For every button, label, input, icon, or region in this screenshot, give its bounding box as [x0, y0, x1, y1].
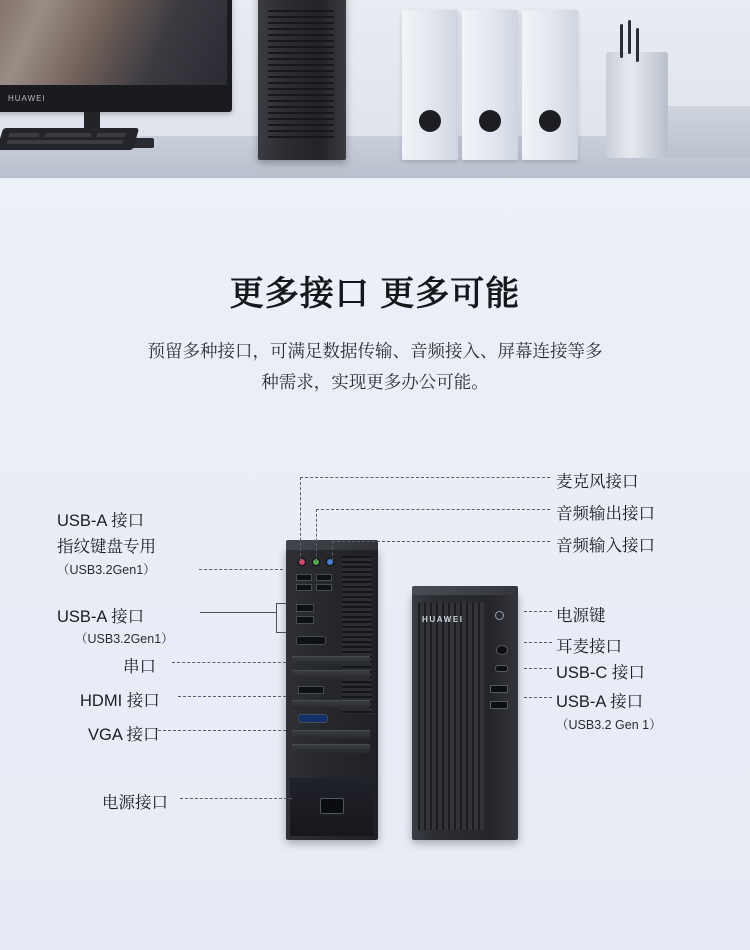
leader-usb-a-front: [524, 697, 552, 698]
desktop-front-panel: [412, 593, 518, 840]
tower-photo: [258, 0, 346, 160]
hdmi-port: [298, 686, 324, 694]
headset-jack-icon: [496, 645, 508, 655]
leader-audio-out-riser: [316, 509, 317, 561]
serial-port: [296, 636, 326, 645]
label-usb-a: USB-A 接口: [57, 608, 145, 626]
leader-power-button: [524, 611, 552, 612]
label-vga-port: VGA 接口: [88, 726, 160, 744]
front-texture: [418, 603, 484, 830]
binder-3: [522, 10, 578, 160]
label-audio-out: 音频输出接口: [556, 505, 655, 523]
power-socket: [320, 798, 344, 814]
label-usb-a-note: （USB3.2Gen1）: [75, 632, 174, 646]
leader-usb-c: [524, 668, 552, 669]
leader-microphone-riser: [300, 477, 301, 561]
page-title: 更多接口 更多可能: [229, 275, 521, 313]
label-usb-a-fingerprint-sub: 指纹键盘专用: [57, 538, 156, 556]
usb-a-front-port-1: [490, 685, 508, 693]
label-audio-in: 音频输入接口: [556, 537, 655, 555]
subtitle-line-2: 种需求，实现更多办公可能。: [261, 372, 489, 392]
expansion-slot-2: [292, 670, 370, 679]
label-headset-jack: 耳麦接口: [556, 638, 622, 656]
leader-audio-in: [332, 541, 550, 542]
desktop-rear-panel: [286, 548, 378, 840]
leader-usb-a: [200, 612, 276, 613]
power-supply-unit: [290, 778, 374, 836]
usb-a-front-port-2: [490, 701, 508, 709]
binder-2: [462, 10, 518, 160]
desk-tray: [668, 92, 750, 158]
monitor-screen: [0, 0, 227, 85]
brand-logo: HUAWEI: [422, 615, 464, 624]
binder-1: [402, 10, 458, 160]
rear-vent-grille: [342, 556, 372, 714]
hero-photo: [0, 0, 750, 178]
leader-hdmi: [178, 696, 286, 697]
label-power-button: 电源键: [556, 607, 606, 625]
leader-vga: [158, 730, 286, 731]
leader-serial: [172, 662, 286, 663]
expansion-slot-3: [292, 700, 370, 709]
usb-port-extra: [316, 584, 332, 591]
usb-a-port-1: [296, 604, 314, 612]
expansion-slot-1: [292, 656, 370, 665]
pen-holder: [606, 52, 668, 158]
usb-a-port-2: [296, 616, 314, 624]
bracket-usb-a: [276, 603, 286, 633]
port-diagram: [0, 455, 750, 875]
leader-audio-out: [316, 509, 550, 510]
leader-usb-a-fingerprint: [199, 569, 283, 570]
leader-microphone: [300, 477, 550, 478]
usb-a-fingerprint-port-1: [296, 574, 312, 581]
usb-a-fingerprint-port-2: [296, 584, 312, 591]
label-power-connector: 电源接口: [102, 794, 168, 812]
lan-port: [316, 574, 332, 581]
label-usb-a-fingerprint-note: （USB3.2Gen1）: [57, 563, 156, 577]
leader-headset: [524, 642, 552, 643]
leader-audio-in-riser: [332, 541, 333, 561]
label-usb-a-fingerprint: USB-A 接口: [57, 512, 145, 530]
label-hdmi-port: HDMI 接口: [80, 692, 160, 710]
front-top-face: [412, 586, 518, 595]
keyboard-image: [0, 128, 139, 150]
vga-port: [298, 714, 328, 723]
usb-c-port: [495, 665, 508, 672]
monitor-image: [0, 0, 232, 112]
expansion-slot-5: [292, 744, 370, 753]
monitor-logo: HUAWEI: [8, 94, 46, 103]
label-microphone-jack: 麦克风接口: [556, 473, 639, 491]
expansion-slot-4: [292, 730, 370, 739]
label-serial-port: 串口: [123, 658, 156, 676]
power-button-icon: [495, 611, 504, 620]
page-subtitle: [75, 336, 675, 398]
label-usb-c: USB-C 接口: [556, 664, 645, 682]
subtitle-line-1: 预留多种接口，可满足数据传输、音频接入、屏幕连接等多: [147, 341, 603, 361]
leader-power-connector: [180, 798, 292, 799]
label-usb-a-front-note: （USB3.2 Gen 1）: [556, 718, 662, 732]
label-usb-a-front: USB-A 接口: [556, 693, 644, 711]
